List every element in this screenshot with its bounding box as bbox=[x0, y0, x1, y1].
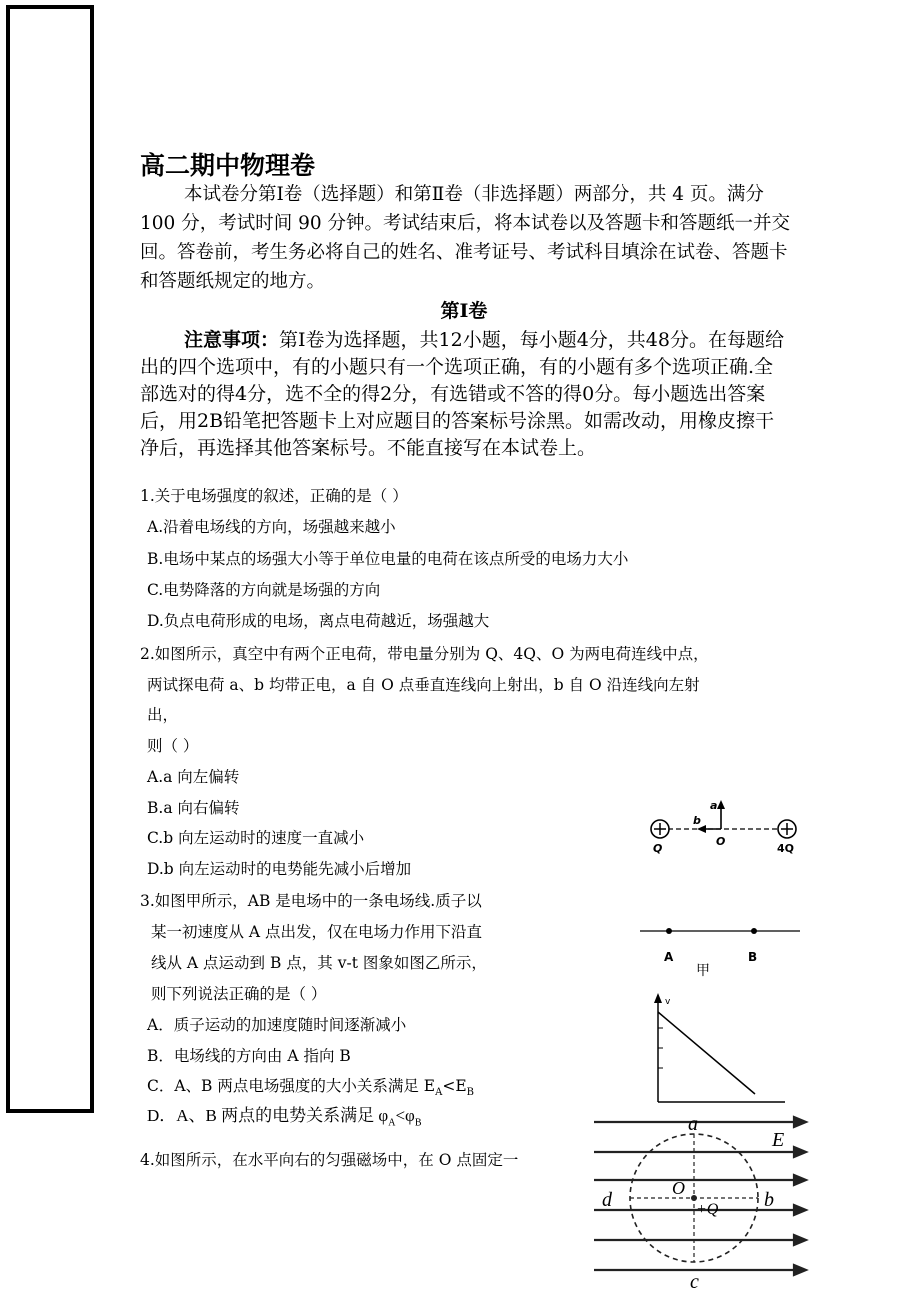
section-title: 第Ⅰ卷 bbox=[440, 300, 488, 322]
notice-lead: 注意事项： bbox=[184, 329, 280, 351]
point-a-dot bbox=[666, 928, 672, 934]
vt-line bbox=[658, 1012, 755, 1094]
q3-stem-line-4: 则下列说法正确的是（ ） bbox=[151, 985, 327, 1003]
q3-option-a: A．质子运动的加速度随时间逐渐减小 bbox=[147, 1016, 407, 1034]
label-b: b bbox=[693, 814, 701, 827]
label-a: a bbox=[710, 799, 718, 812]
q2-option-d: D.b 向左运动时的电势能先减小后增加 bbox=[147, 860, 412, 878]
label-point-a: A bbox=[664, 950, 674, 964]
q2-option-b: B.a 向右偏转 bbox=[147, 799, 240, 817]
q3-option-d: D．A、B 两点的电势关系满足 $\varphi_A<\varphi_B$ bbox=[147, 1106, 422, 1129]
label-point-c: c bbox=[690, 1271, 699, 1293]
q1-stem: 1.关于电场强度的叙述，正确的是（ ） bbox=[140, 487, 408, 505]
q2-option-a: A.a 向左偏转 bbox=[147, 768, 240, 786]
q4-stem: 4.如图所示，在水平向右的匀强磁场中，在 O 点固定一 bbox=[140, 1151, 519, 1169]
label-plus-q: +Q bbox=[696, 1201, 719, 1218]
q3-vt-graph bbox=[645, 990, 795, 1110]
q3-option-b: B．电场线的方向由 A 指向 B bbox=[147, 1047, 351, 1065]
q2-stem-line-3: 出， bbox=[147, 706, 179, 724]
q1-option-c: C.电势降落的方向就是场强的方向 bbox=[147, 581, 381, 599]
q3-stem-line-1: 3.如图甲所示，AB 是电场中的一条电场线.质子以 bbox=[140, 892, 482, 910]
q3-field-line-figure bbox=[638, 918, 808, 978]
label-q: Q bbox=[653, 842, 663, 855]
label-point-b-q4: b bbox=[764, 1189, 774, 1211]
notice-body: 第Ⅰ卷为选择题，共12小题，每小题4分，共48分。在每题给出的四个选项中，有的小题只有一个选项正确，有的小题有多个选项正确.全部选对的得4分，选不全的得2分，有选错或不答的得0分。每小题选出答案后，用2B铅笔把答题卡上对应题目的答案标号涂黑。如需改动，用橡皮擦干净后，再选择其他答案标号。不能直接写在本试卷上。 bbox=[140, 329, 784, 459]
label-o-q4: O bbox=[672, 1178, 685, 1198]
intro-paragraph: 本试卷分第Ⅰ卷（选择题）和第Ⅱ卷（非选择题）两部分，共 4 页。满分 100 分，考试时间 90 分钟。考试结束后，将本试卷以及答题卡和答题纸一并交回。答卷前，考生务必将自己的姓名、准考证号、考试科目填涂在试卷、答题卡和答题纸规定的地方。 bbox=[140, 184, 790, 292]
notice-paragraph bbox=[140, 327, 790, 462]
q2-stem-line-1: 2.如图所示，真空中有两个正电荷，带电量分别为 Q、4Q、O 为两电荷连线中点， bbox=[140, 645, 709, 663]
q1-option-a: A.沿着电场线的方向，场强越来越小 bbox=[147, 518, 396, 536]
point-b-dot bbox=[751, 928, 757, 934]
q2-option-c: C.b 向左运动时的速度一直减小 bbox=[147, 829, 365, 847]
caption-jia: 甲 bbox=[696, 963, 710, 979]
q1-option-d: D.负点电荷形成的电场，离点电荷越近，场强越大 bbox=[147, 612, 490, 630]
label-o: O bbox=[716, 835, 726, 848]
q2-stem-line-2: 两试探电荷 a、b 均带正电，a 自 O 点垂直连线向上射出，b 自 O 沿连线向左射 bbox=[147, 676, 700, 694]
label-point-a-q4: a bbox=[688, 1113, 698, 1135]
q3-option-c: C．A、B 两点电场强度的大小关系满足 $E_A<E_B$ bbox=[147, 1077, 475, 1099]
q2-stem-line-4: 则（ ） bbox=[147, 737, 199, 755]
q3-stem-line-2: 某一初速度从 A 点出发，仅在电场力作用下沿直 bbox=[151, 923, 483, 941]
binding-margin-box bbox=[6, 5, 94, 1113]
q4-field-figure bbox=[590, 1110, 812, 1298]
vt-axis-label: v bbox=[665, 997, 671, 1007]
page-title: 高二期中物理卷 bbox=[140, 151, 316, 180]
q2-charge-figure bbox=[640, 795, 810, 860]
label-point-b: B bbox=[748, 950, 758, 964]
label-4q: 4Q bbox=[777, 842, 795, 855]
label-e: E bbox=[772, 1129, 785, 1151]
q3-stem-line-3: 线从 A 点运动到 B 点，其 v-t 图象如图乙所示， bbox=[151, 954, 487, 972]
label-point-d: d bbox=[602, 1189, 612, 1211]
q1-option-b: B.电场中某点的场强大小等于单位电量的电荷在该点所受的电场力大小 bbox=[147, 550, 629, 568]
